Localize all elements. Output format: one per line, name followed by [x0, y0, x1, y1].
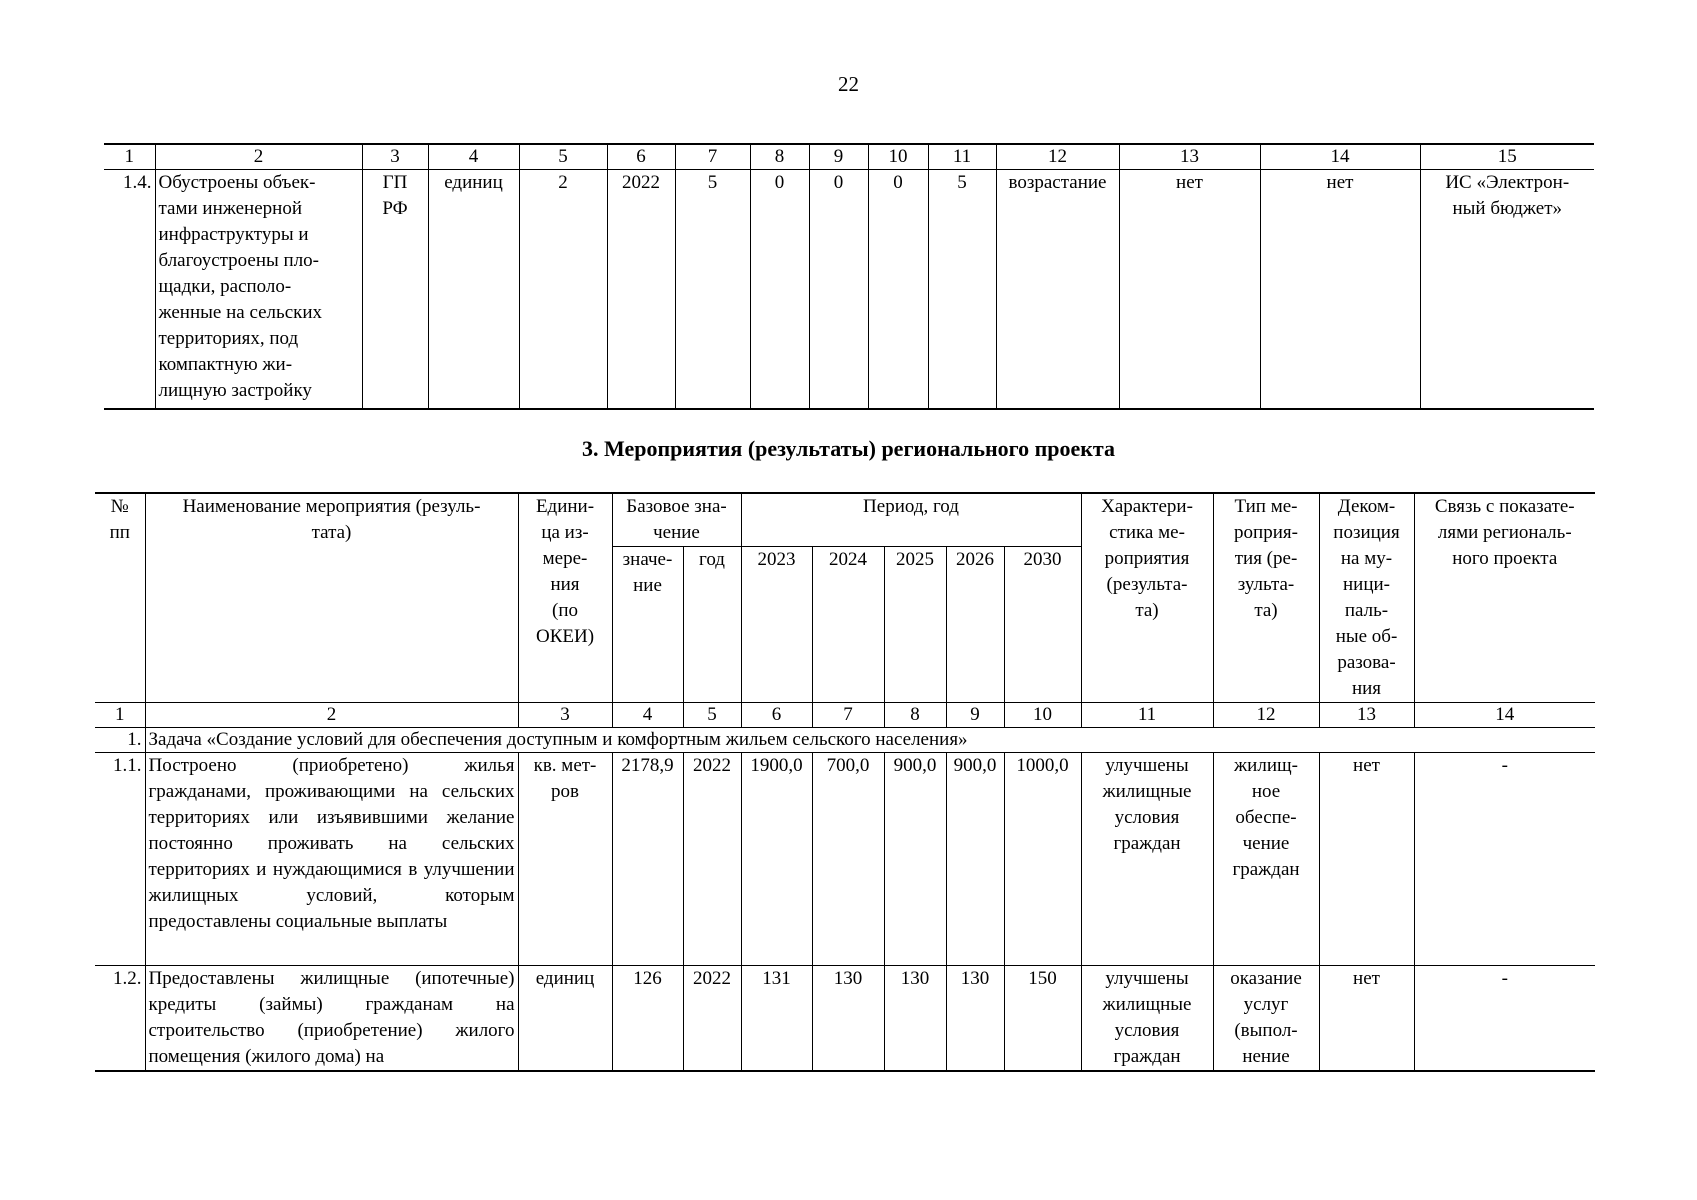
activities-table: [95, 492, 1595, 1072]
header-num: № пп: [95, 493, 145, 703]
unit: кв. мет- ров: [518, 753, 612, 966]
unit: единиц: [518, 966, 612, 1072]
indicator-level: ГП РФ: [362, 170, 428, 410]
base-year: 2022: [683, 966, 741, 1072]
activity-name: Построено (приобретено) жилья гражданами, проживающими на сельских территориях или изъявившими желание постоянно проживать на сельских территориях и нуждающимися в улучшении жилищных условий, которым предоставлены социальные выплаты: [145, 753, 518, 966]
header-link: Связь с показате- лями региональ- ного проекта: [1414, 493, 1595, 703]
indicator-link: -: [1414, 753, 1595, 966]
activity-type: оказание услуг (выпол- нение: [1213, 966, 1319, 1072]
activity-name: Предоставлены жилищные (ипотечные) кредиты (займы) гражданам на строительство (приобретение) жилого помещения (жилого дома) на: [145, 966, 518, 1072]
header-unit: Едини- ца из- мере- ния (по ОКЕИ): [518, 493, 612, 703]
value-col-9: 0: [809, 170, 868, 410]
base-value: 2: [519, 170, 607, 410]
characteristic: улучшены жилищные условия граждан: [1081, 966, 1213, 1072]
column-number: 6: [741, 703, 812, 728]
header-row: [95, 493, 1595, 547]
indicators-table-continuation: [104, 143, 1594, 410]
column-number: 14: [1414, 703, 1595, 728]
value-2030: 150: [1004, 966, 1081, 1072]
row-number: 1.4.: [104, 170, 155, 410]
characteristic: улучшены жилищные условия граждан: [1081, 753, 1213, 966]
header-year-2024: 2024: [812, 547, 884, 703]
header-base-value: значе- ние: [612, 547, 683, 703]
column-number: 4: [612, 703, 683, 728]
column-number: 8: [884, 703, 946, 728]
value-2023: 1900,0: [741, 753, 812, 966]
header-year-2030: 2030: [1004, 547, 1081, 703]
value-col-10: 0: [868, 170, 928, 410]
column-number: 13: [1319, 703, 1414, 728]
column-number: 5: [519, 144, 607, 170]
column-number-row: [95, 703, 1595, 728]
table-row: [104, 170, 1594, 410]
column-number: 4: [428, 144, 519, 170]
value-2026: 130: [946, 966, 1004, 1072]
header-period: Период, год: [741, 493, 1081, 547]
column-number: 12: [996, 144, 1119, 170]
task-row: [95, 728, 1595, 753]
column-number: 2: [155, 144, 362, 170]
header-type: Тип ме- роприя- тия (ре- зульта- та): [1213, 493, 1319, 703]
column-number: 7: [812, 703, 884, 728]
column-number: 2: [145, 703, 518, 728]
activity-type: жилищ- ное обеспе- чение граждан: [1213, 753, 1319, 966]
column-number: 14: [1260, 144, 1420, 170]
column-number: 9: [946, 703, 1004, 728]
decomposition: нет: [1319, 753, 1414, 966]
value-col-8: 0: [750, 170, 809, 410]
column-number: 15: [1420, 144, 1594, 170]
header-decomposition: Деком- позиция на му- ници- паль- ные об- разова- ния: [1319, 493, 1414, 703]
task-text: Задача «Создание условий для обеспечения доступным и комфортным жильем сельского населения»: [145, 728, 1595, 753]
column-number: 11: [928, 144, 996, 170]
header-name: Наименование мероприятия (резуль- тата): [145, 493, 518, 703]
column-number: 3: [518, 703, 612, 728]
column-number: 6: [607, 144, 675, 170]
unit: единиц: [428, 170, 519, 410]
value-2030: 1000,0: [1004, 753, 1081, 966]
row-number: 1.2.: [95, 966, 145, 1072]
task-number: 1.: [95, 728, 145, 753]
header-year-2025: 2025: [884, 547, 946, 703]
base-value: 2178,9: [612, 753, 683, 966]
column-number: 10: [1004, 703, 1081, 728]
value-2026: 900,0: [946, 753, 1004, 966]
column-number: 9: [809, 144, 868, 170]
column-number: 12: [1213, 703, 1319, 728]
column-number: 1: [95, 703, 145, 728]
value-2024: 130: [812, 966, 884, 1072]
column-number: 11: [1081, 703, 1213, 728]
header-year-2026: 2026: [946, 547, 1004, 703]
row-number: 1.1.: [95, 753, 145, 966]
col-13-value: нет: [1119, 170, 1260, 410]
indicator-name: Обустроены объек- тами инженерной инфраструктуры и благоустроены пло- щадки, располо- женные на сельских территориях, под компактную жи- лищную застройку: [155, 170, 362, 410]
value-2025: 130: [884, 966, 946, 1072]
base-value: 126: [612, 966, 683, 1072]
value-2024: 700,0: [812, 753, 884, 966]
value-2023: 131: [741, 966, 812, 1072]
column-number: 7: [675, 144, 750, 170]
column-number: 5: [683, 703, 741, 728]
header-base-year: год: [683, 547, 741, 703]
trend: возрастание: [996, 170, 1119, 410]
info-system: ИС «Электрон- ный бюджет»: [1420, 170, 1594, 410]
table-row: [95, 966, 1595, 1072]
column-number-row: [104, 144, 1594, 170]
column-number: 8: [750, 144, 809, 170]
col-14-value: нет: [1260, 170, 1420, 410]
column-number: 10: [868, 144, 928, 170]
base-year: 2022: [683, 753, 741, 966]
header-base: Базовое зна- чение: [612, 493, 741, 547]
value-2025: 900,0: [884, 753, 946, 966]
header-year-2023: 2023: [741, 547, 812, 703]
column-number: 3: [362, 144, 428, 170]
section-title: 3. Мероприятия (результаты) регионального проекта: [581, 436, 1116, 461]
table-row: [95, 753, 1595, 966]
decomposition: нет: [1319, 966, 1414, 1072]
indicator-link: -: [1414, 966, 1595, 1072]
column-number: 1: [104, 144, 155, 170]
column-number: 13: [1119, 144, 1260, 170]
value-col-7: 5: [675, 170, 750, 410]
page-number: 22: [838, 72, 859, 96]
base-year: 2022: [607, 170, 675, 410]
header-characteristic: Характери- стика ме- роприятия (результа- та): [1081, 493, 1213, 703]
value-col-11: 5: [928, 170, 996, 410]
